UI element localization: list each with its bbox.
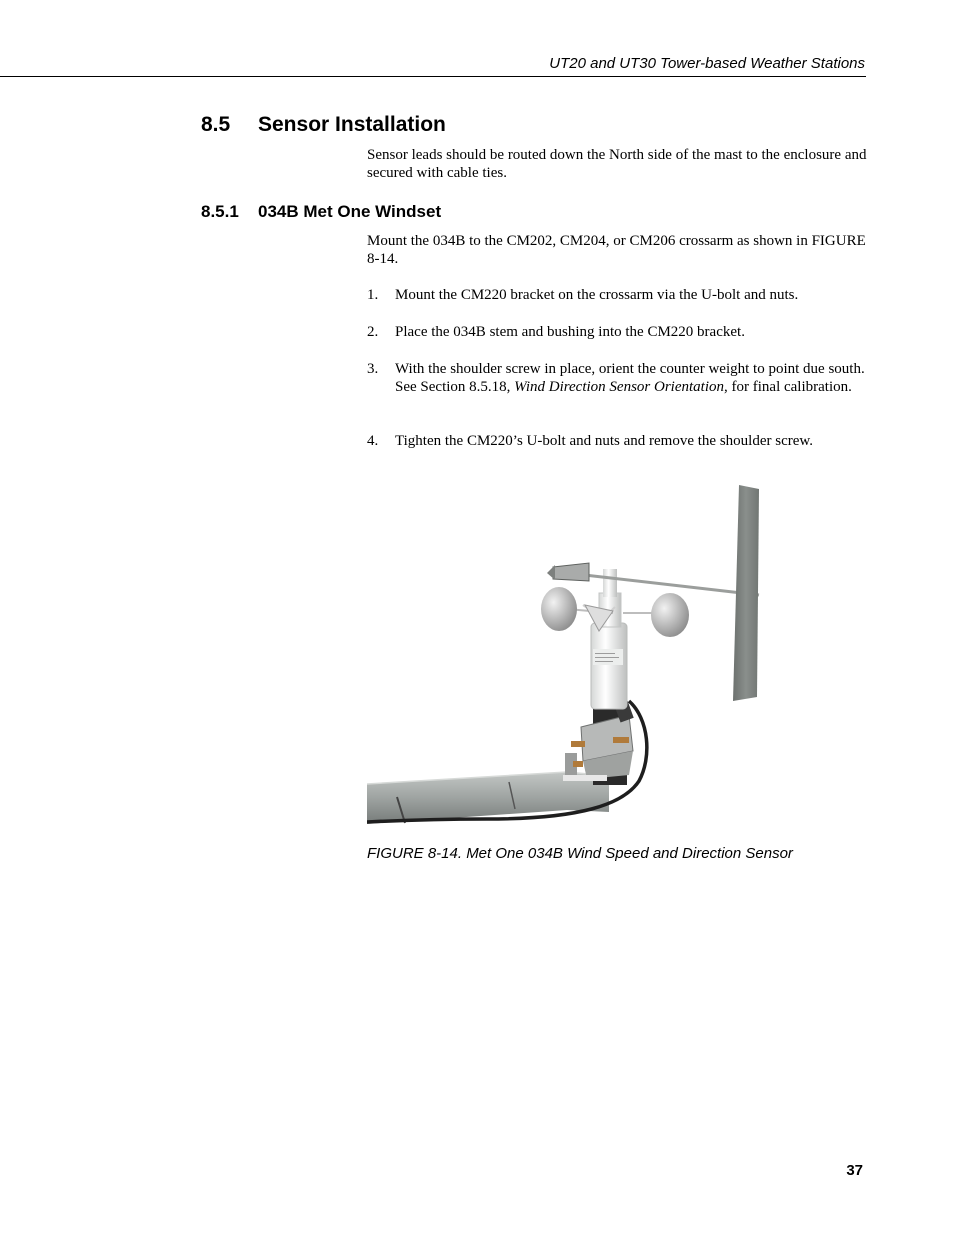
step-number: 2. xyxy=(367,324,379,340)
header-rule xyxy=(0,76,866,77)
windset-photo xyxy=(367,479,787,829)
step-number: 4. xyxy=(367,433,379,449)
figure-caption: FIGURE 8-14. Met One 034B Wind Speed and Direction Sensor xyxy=(367,845,793,862)
step-item xyxy=(367,360,867,396)
step-text-part: , for final calibration. xyxy=(724,379,852,395)
step-text xyxy=(395,360,867,396)
running-header: UT20 and UT30 Tower-based Weather Stations xyxy=(549,55,865,72)
step-number: 1. xyxy=(367,287,379,303)
subsection-intro-paragraph: Mount the 034B to the CM202, CM204, or CM206 crossarm as shown in FIGURE 8-14. xyxy=(367,233,866,267)
step-text: Mount the CM220 bracket on the crossarm via the U-bolt and nuts. xyxy=(395,287,799,303)
step-text: Place the 034B stem and bushing into the CM220 bracket. xyxy=(395,324,745,340)
subsection-title: 034B Met One Windset xyxy=(258,202,442,221)
wind-vane xyxy=(547,485,759,701)
sensor-body xyxy=(591,569,627,709)
step-item xyxy=(367,323,867,341)
section-intro-paragraph: Sensor leads should be routed down the North side of the mast to the enclosure and secured with cable ties. xyxy=(367,147,867,181)
page-number: 37 xyxy=(846,1162,863,1179)
section-number: 8.5 xyxy=(201,113,231,136)
step-item xyxy=(367,432,867,450)
step-text-part: With the shoulder screw in place, orient the counter weight to point due south. See Section 8.5.18, xyxy=(395,361,865,395)
step-item xyxy=(367,286,867,304)
subsection-number: 8.5.1 xyxy=(201,202,239,221)
cross-reference-title: Wind Direction Sensor Orientation xyxy=(514,379,725,395)
section-heading xyxy=(201,112,446,138)
step-number: 3. xyxy=(367,361,379,377)
subsection-heading xyxy=(201,202,441,222)
section-title: Sensor Installation xyxy=(258,113,446,136)
step-text: Tighten the CM220’s U-bolt and nuts and remove the shoulder screw. xyxy=(395,433,814,449)
